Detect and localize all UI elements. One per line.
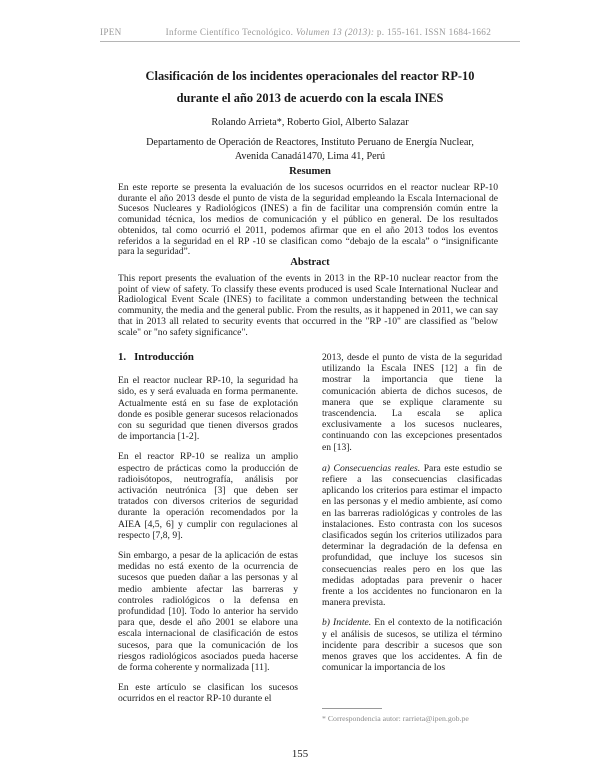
resumen-heading: Resumen <box>289 166 331 177</box>
paragraph: 2013, desde el punto de vista de la seguridad utilizando la Escala INES [12] a fin de mostrar la importancia que tiene la comunicación abierta de dichos sucesos, de manera que se explique claramente su trascendencia. La escala se aplica exclusivamente a los sucesos nucleares, continuando con las excepciones presentados en [13]. <box>322 352 502 453</box>
paper-title <box>100 65 520 109</box>
left-column <box>118 352 298 714</box>
title-line-2: durante el año 2013 de acuerdo con la escala INES <box>176 91 444 105</box>
abstract-heading: Abstract <box>290 257 330 268</box>
authors: Rolando Arrieta*, Roberto Giol, Alberto Salazar <box>211 117 409 128</box>
section-number: 1. <box>118 351 127 363</box>
abstract-text: This report presents the evaluation of the events in 2013 in the RP-10 nuclear reactor from the point of view of safety. To classify these events produced is used Scale International Nuclear and Radiological Event Scale (INES) to facilitate a common understanding between the technical community, the media and the general public. From the results, as it happened in 2011, we can say that in 2013 all related to security events that occurred in the "RP -10" are classified as "below scale" or "no safety significance". <box>118 273 498 338</box>
item-text: En el contexto de la notificación y el análisis de sucesos, se utiliza el término incidente para describir a sucesos que son menos graves que los accidentes. A fin de comunicar la importancia de los <box>322 617 502 674</box>
header-rule <box>100 41 520 42</box>
paragraph <box>322 463 502 609</box>
paragraph <box>322 617 502 673</box>
section-title: Introducción <box>134 351 194 363</box>
affiliation <box>100 136 520 164</box>
affiliation-line-2: Avenida Canadá1470, Lima 41, Perú <box>234 151 386 162</box>
footnote-rule <box>322 708 382 709</box>
paragraph: En el reactor RP-10 se realiza un amplio espectro de prácticas como la producción de radioisótopos, neutrografía, análisis por activación neutrónica [3] que deben ser tratados con diversos criterios de seguridad durante la operación recomendados por la AIEA [4,5, 6] y cumplir con regulaciones al respecto [7,8, 9]. <box>118 451 298 541</box>
affiliation-line-1: Departamento de Operación de Reactores, Instituto Peruano de Energía Nuclear, <box>146 137 474 148</box>
journal-volume: Volumen 13 (2013): <box>295 27 375 37</box>
journal-issn: . ISSN 1684-1662 <box>419 27 492 37</box>
resumen-text: En este reporte se presenta la evaluación de los sucesos ocurridos en el reactor nuclear RP-10 durante el año 2013 desde el punto de vista de la seguridad empleando la Escala Internacional de Sucesos Nucleares y Radiológicos (INES) a fin de facilitar una comprensión común entre la comunidad técnica, los medios de comunicación y el público en general. De los resultados obtenidos, tal como ocurrió el 2011, podemos afirmar que en el año 2013 todos los eventos referidos a la seguridad en el RP -10 se clasifican como “debajo de la escala” o “insignificante para la seguridad”. <box>118 182 498 258</box>
footnote: * Correspondencia autor: rarrieta@ipen.gob.pe <box>322 714 469 723</box>
running-head-left: IPEN <box>100 27 122 37</box>
title-line-1: Clasificación de los incidentes operacionales del reactor RP-10 <box>145 69 475 83</box>
running-head-journal <box>166 27 491 37</box>
running-head <box>100 27 520 37</box>
journal-name: Informe Científico Tecnológico. <box>165 27 294 37</box>
paragraph: Sin embargo, a pesar de la aplicación de estas medidas no está exento de la ocurrencia de sucesos que pueden dañar a las personas y al medio ambiente afectar las barreras y controles radiológicos o la defensa en profundidad [10]. Todo lo anterior ha servido para que, desde el año 2001 se elabore una escala internacional de clasificación de estos sucesos, para que la comunicación de los riesgos radiológicos asociados pueda hacerse de forma coherente y normalizada [11]. <box>118 550 298 674</box>
paragraph: En el reactor nuclear RP-10, la seguridad ha sido, es y será evaluada en forma permanente. Actualmente está en su fase de explotación donde es posible generar sucesos relacionados con su seguridad que tienen diversos grados de importancia [1-2]. <box>118 375 298 443</box>
item-label: a) Consecuencias reales. <box>322 462 421 474</box>
section-heading <box>118 352 298 363</box>
paragraph: En este artículo se clasifican los sucesos ocurridos en el reactor RP-10 durante el <box>118 682 298 705</box>
item-text: Para este estudio se refiere a las consecuencias clasificadas aplicando los criterios para estimar el impacto en las personas y el medio ambiente, así como en las barreras radiológicas y controles de las instalaciones. Esto contrasta con los sucesos clasificados según los criterios utilizados para determinar la degradación de la defensa en profundidad, que incluye los sucesos sin consecuencias reales pero en los que las medidas adoptadas para prevenir o hacer frente a los accidentes no funcionaron en la manera prevista. <box>322 462 503 609</box>
page-number: 155 <box>291 748 309 760</box>
journal-pages: p. 155-161 <box>376 27 420 37</box>
right-column <box>322 352 502 682</box>
item-label: b) Incidente. <box>322 617 372 629</box>
